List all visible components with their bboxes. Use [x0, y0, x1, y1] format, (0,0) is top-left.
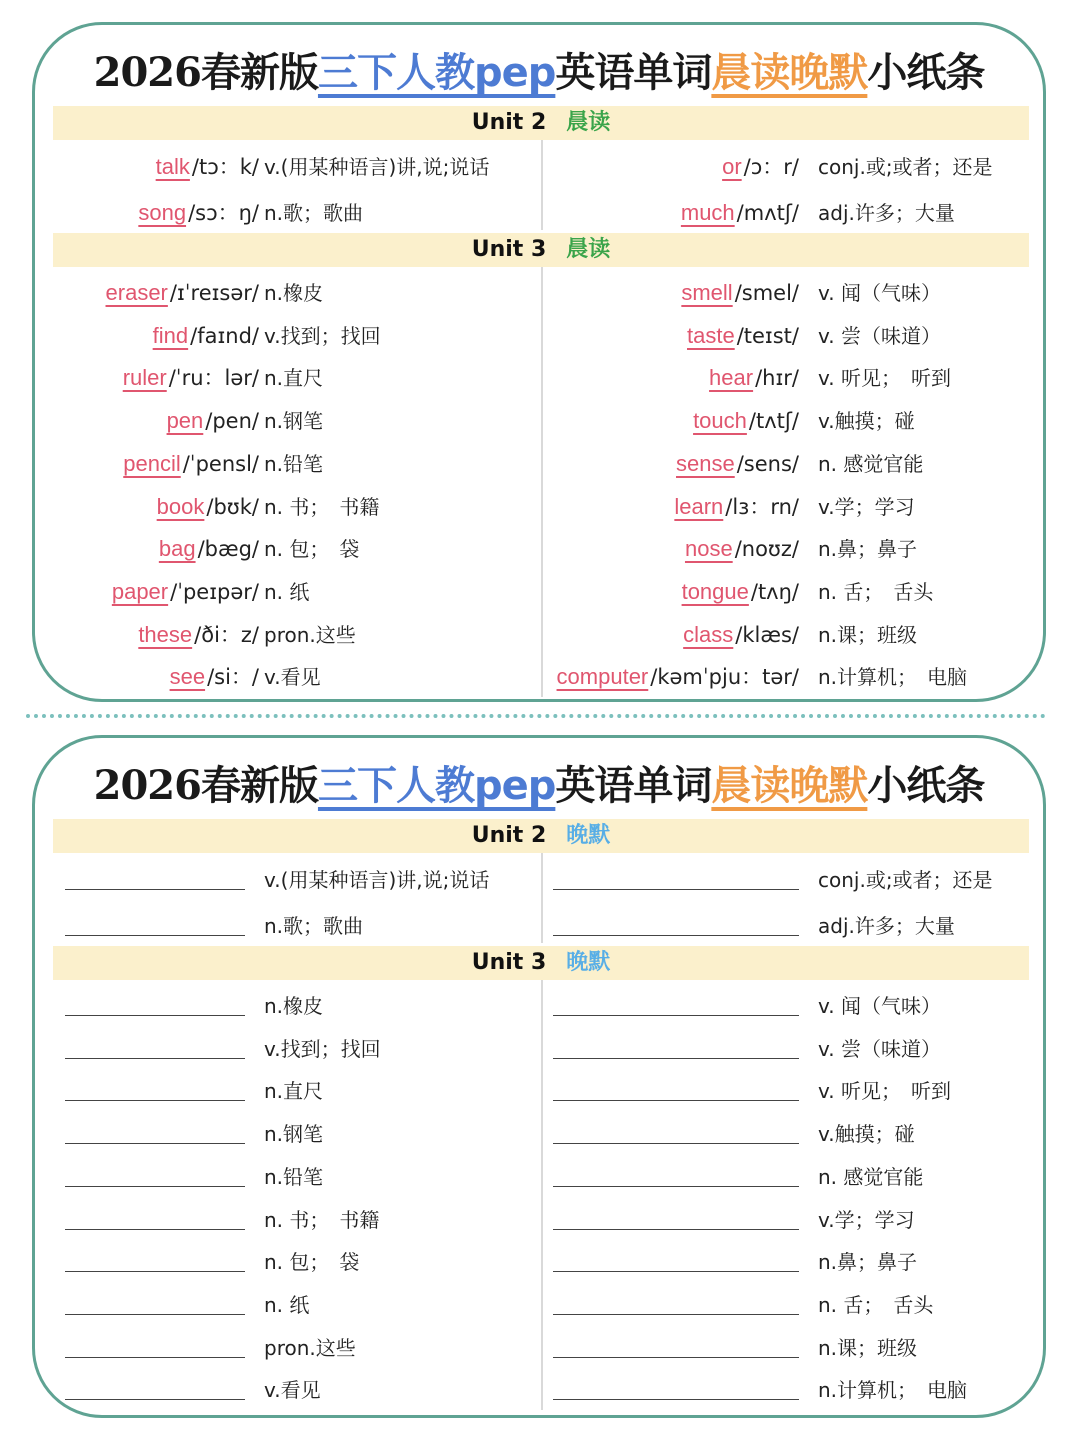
- word-cell: [159, 529, 259, 569]
- word-cell: [681, 193, 799, 233]
- answer-blank[interactable]: [65, 889, 245, 890]
- word-cell: [683, 615, 799, 655]
- chinese-meaning: adj.许多；大量: [818, 914, 955, 938]
- chinese-meaning: n.鼻；鼻子: [818, 537, 918, 562]
- unit-2-header: [53, 819, 1029, 853]
- vocab-row: [543, 657, 1031, 697]
- chinese-meaning: n. 感觉官能: [818, 451, 924, 476]
- vocab-row: [543, 358, 1031, 398]
- answer-blank[interactable]: [65, 1399, 245, 1400]
- word-cell: [681, 273, 799, 313]
- word-cell: [557, 657, 799, 697]
- english-word: these: [138, 621, 193, 647]
- dictation-row: [543, 1328, 1031, 1368]
- title-textbook: 三下人教pep: [317, 50, 556, 96]
- dictation-row: [543, 1200, 1031, 1240]
- dictation-row: [543, 906, 1031, 946]
- english-word: class: [683, 621, 734, 647]
- chinese-meaning: n. 包； 袋: [264, 1250, 360, 1275]
- chinese-meaning: v.(用某种语言)讲,说;说话: [264, 868, 490, 892]
- phonetic: /klæs/: [735, 622, 799, 647]
- answer-blank[interactable]: [553, 1399, 799, 1400]
- english-word: eraser: [105, 280, 168, 305]
- page-title: [35, 754, 1043, 818]
- chinese-meaning: n. 书； 书籍: [264, 1207, 380, 1232]
- phonetic: /ˈru：lər/: [168, 366, 259, 391]
- word-cell: [106, 273, 259, 313]
- chinese-meaning: n. 书； 书籍: [264, 494, 380, 519]
- dictation-row: [53, 860, 541, 900]
- title-suffix: 小纸条: [867, 763, 985, 809]
- chinese-meaning: n.歌；歌曲: [264, 201, 364, 225]
- chinese-meaning: v.看见: [264, 665, 321, 690]
- phonetic: /tɔ：k/: [191, 155, 259, 179]
- dictation-row: [53, 1071, 541, 1111]
- chinese-meaning: v.找到；找回: [264, 323, 381, 348]
- vocab-row: [543, 529, 1031, 569]
- answer-blank[interactable]: [65, 1357, 245, 1358]
- answer-blank[interactable]: [553, 1314, 799, 1315]
- answer-blank[interactable]: [553, 889, 799, 890]
- unit-2-header: [53, 106, 1029, 140]
- unit-tag: 晨读: [566, 110, 611, 135]
- word-cell: [676, 444, 799, 484]
- vocab-row: [53, 657, 541, 697]
- chinese-meaning: adj.许多；大量: [818, 201, 955, 225]
- title-mode: 晨读晚默: [711, 50, 868, 96]
- english-word: taste: [687, 322, 735, 348]
- answer-blank[interactable]: [553, 1143, 799, 1144]
- unit-label: Unit 2: [471, 823, 547, 848]
- vocab-row: [53, 358, 541, 398]
- vocab-row: [543, 193, 1031, 233]
- dictation-row: [53, 1285, 541, 1325]
- vocab-row: [53, 444, 541, 484]
- english-word: see: [169, 664, 206, 690]
- page-title: [35, 41, 1043, 105]
- phonetic: /ɔ：r/: [743, 155, 799, 179]
- chinese-meaning: n.直尺: [264, 366, 324, 391]
- answer-blank[interactable]: [553, 1015, 799, 1016]
- chinese-meaning: n.歌；歌曲: [264, 914, 364, 938]
- phonetic: /hɪr/: [755, 366, 799, 391]
- phonetic: /si：/: [207, 665, 259, 690]
- english-word: touch: [693, 408, 747, 434]
- dictation-row: [53, 1242, 541, 1282]
- vocab-row: [53, 273, 541, 313]
- english-word: or: [722, 154, 742, 179]
- phonetic: /sens/: [736, 451, 799, 476]
- phonetic: /teɪst/: [736, 323, 799, 348]
- chinese-meaning: n.计算机； 电脑: [818, 1378, 968, 1403]
- chinese-meaning: n.直尺: [264, 1079, 324, 1104]
- vocab-row: [53, 529, 541, 569]
- word-cell: [157, 487, 259, 527]
- chinese-meaning: conj.或;或者；还是: [818, 868, 993, 892]
- english-word: hear: [709, 365, 754, 391]
- dictation-row: [53, 1029, 541, 1069]
- vocab-row: [543, 444, 1031, 484]
- unit-label: Unit 3: [471, 950, 547, 975]
- title-subject: 英语单词: [555, 50, 712, 96]
- answer-blank[interactable]: [553, 1058, 799, 1059]
- vocab-row: [53, 615, 541, 655]
- morning-reading-card: [32, 22, 1046, 702]
- phonetic: /bʊk/: [206, 494, 259, 519]
- chinese-meaning: v.触摸；碰: [818, 409, 915, 434]
- chinese-meaning: v. 尝（味道）: [818, 1036, 941, 1061]
- answer-blank[interactable]: [553, 935, 799, 936]
- answer-blank[interactable]: [553, 1357, 799, 1358]
- chinese-meaning: v.学；学习: [818, 1207, 915, 1232]
- dictation-row: [543, 1114, 1031, 1154]
- unit-3-header: [53, 233, 1029, 267]
- dictation-row: [53, 986, 541, 1026]
- answer-blank[interactable]: [65, 1143, 245, 1144]
- vocab-row: [53, 572, 541, 612]
- chinese-meaning: n.钢笔: [264, 1122, 324, 1147]
- vocab-row: [53, 193, 541, 233]
- dictation-row: [53, 1157, 541, 1197]
- vocab-row: [53, 401, 541, 441]
- chinese-meaning: v. 闻（气味）: [818, 281, 941, 305]
- vocab-row: [543, 572, 1031, 612]
- answer-blank[interactable]: [65, 1271, 245, 1272]
- title-year-edition: 2026春新版: [93, 762, 318, 809]
- chinese-meaning: n.钢笔: [264, 409, 324, 434]
- phonetic: /sɔ：ŋ/: [188, 201, 259, 225]
- answer-blank[interactable]: [65, 1229, 245, 1230]
- chinese-meaning: n.橡皮: [264, 281, 324, 305]
- word-cell: [138, 615, 259, 655]
- phonetic: /noʊz/: [734, 537, 799, 562]
- dictation-row: [53, 906, 541, 946]
- answer-blank[interactable]: [65, 1058, 245, 1059]
- english-word: paper: [111, 578, 169, 604]
- phonetic: /ɪˈreɪsər/: [169, 281, 259, 305]
- english-word: nose: [684, 536, 733, 562]
- title-year-edition: 2026春新版: [93, 49, 318, 96]
- chinese-meaning: n.课；班级: [818, 622, 918, 647]
- unit-3-header: [53, 946, 1029, 980]
- unit-label: Unit 3: [471, 237, 547, 262]
- chinese-meaning: v.(用某种语言)讲,说;说话: [264, 155, 490, 179]
- dictation-row: [53, 1114, 541, 1154]
- dictation-row: [543, 1242, 1031, 1282]
- phonetic: /tʌŋ/: [750, 579, 799, 604]
- chinese-meaning: v.触摸；碰: [818, 1122, 915, 1147]
- english-word: ruler: [122, 365, 167, 391]
- chinese-meaning: n. 纸: [264, 1292, 310, 1317]
- english-word: learn: [674, 493, 724, 519]
- word-cell: [674, 487, 799, 527]
- chinese-meaning: n.铅笔: [264, 1164, 324, 1189]
- dictation-row: [543, 1370, 1031, 1410]
- chinese-meaning: v. 尝（味道）: [818, 323, 941, 348]
- phonetic: /tʌtʃ/: [748, 409, 799, 434]
- answer-blank[interactable]: [65, 1015, 245, 1016]
- chinese-meaning: n.橡皮: [264, 994, 324, 1018]
- dictation-row: [53, 1328, 541, 1368]
- chinese-meaning: v.学；学习: [818, 494, 915, 519]
- word-cell: [167, 401, 259, 441]
- chinese-meaning: v.看见: [264, 1378, 321, 1403]
- english-word: find: [152, 322, 189, 348]
- chinese-meaning: n.计算机； 电脑: [818, 665, 968, 690]
- dictation-row: [543, 986, 1031, 1026]
- phonetic: /ˈpensl/: [182, 451, 259, 476]
- vocab-row: [543, 401, 1031, 441]
- answer-blank[interactable]: [553, 1229, 799, 1230]
- unit-tag: 晨读: [566, 237, 611, 262]
- chinese-meaning: conj.或;或者；还是: [818, 155, 993, 179]
- vocab-row: [543, 147, 1031, 187]
- dictation-row: [543, 1071, 1031, 1111]
- chinese-meaning: n.铅笔: [264, 451, 324, 476]
- title-subject: 英语单词: [555, 763, 712, 809]
- chinese-meaning: n.课；班级: [818, 1335, 918, 1360]
- chinese-meaning: pron.这些: [264, 1335, 356, 1360]
- vocab-row: [53, 147, 541, 187]
- phonetic: /ˈpeɪpər/: [170, 579, 259, 604]
- english-word: talk: [155, 154, 190, 179]
- word-cell: [123, 444, 259, 484]
- word-cell: [687, 316, 799, 356]
- chinese-meaning: v. 听见； 听到: [818, 1079, 951, 1104]
- english-word: pencil: [123, 450, 181, 476]
- word-cell: [138, 193, 259, 233]
- unit-label: Unit 2: [471, 110, 547, 135]
- phonetic: /pen/: [205, 409, 259, 434]
- word-cell: [685, 529, 799, 569]
- vocab-row: [53, 316, 541, 356]
- phonetic: /bæg/: [197, 537, 259, 562]
- phonetic: /lɜ：rn/: [725, 494, 799, 519]
- english-word: much: [680, 200, 735, 225]
- vocab-row: [543, 273, 1031, 313]
- chinese-meaning: n. 舌； 舌头: [818, 1292, 934, 1317]
- english-word: sense: [676, 450, 735, 476]
- word-cell: [123, 358, 259, 398]
- english-word: bag: [158, 536, 196, 562]
- phonetic: /kəmˈpju：tər/: [650, 665, 799, 690]
- evening-dictation-card: [32, 735, 1046, 1418]
- chinese-meaning: n. 舌； 舌头: [818, 579, 934, 604]
- dictation-row: [53, 1200, 541, 1240]
- phonetic: /faɪnd/: [190, 323, 259, 348]
- vocab-row: [543, 615, 1031, 655]
- answer-blank[interactable]: [65, 1314, 245, 1315]
- vocab-row: [543, 487, 1031, 527]
- answer-blank[interactable]: [65, 1186, 245, 1187]
- vocab-row: [53, 487, 541, 527]
- unit-tag: 晚默: [566, 823, 611, 848]
- word-cell: [170, 657, 259, 697]
- answer-blank[interactable]: [65, 1100, 245, 1101]
- chinese-meaning: v. 听见； 听到: [818, 366, 951, 391]
- chinese-meaning: v.找到；找回: [264, 1036, 381, 1061]
- title-suffix: 小纸条: [867, 50, 985, 96]
- dictation-row: [543, 1285, 1031, 1325]
- word-cell: [156, 147, 259, 187]
- english-word: smell: [681, 280, 733, 305]
- dictation-row: [543, 1157, 1031, 1197]
- phonetic: /smel/: [734, 281, 799, 305]
- title-mode: 晨读晚默: [711, 763, 868, 809]
- chinese-meaning: n. 纸: [264, 579, 310, 604]
- english-word: computer: [556, 664, 649, 690]
- word-cell: [682, 572, 799, 612]
- english-word: pen: [166, 408, 204, 434]
- english-word: tongue: [681, 578, 749, 604]
- dictation-row: [53, 1370, 541, 1410]
- unit-tag: 晚默: [566, 950, 611, 975]
- title-textbook: 三下人教pep: [317, 763, 556, 809]
- word-cell: [722, 147, 799, 187]
- english-word: book: [156, 493, 205, 519]
- vocab-row: [543, 316, 1031, 356]
- word-cell: [112, 572, 259, 612]
- answer-blank[interactable]: [553, 1186, 799, 1187]
- phonetic: /ði：z/: [194, 622, 259, 647]
- chinese-meaning: pron.这些: [264, 622, 356, 647]
- dictation-row: [543, 860, 1031, 900]
- answer-blank[interactable]: [553, 1100, 799, 1101]
- chinese-meaning: n.鼻；鼻子: [818, 1250, 918, 1275]
- english-word: song: [138, 200, 187, 225]
- chinese-meaning: v. 闻（气味）: [818, 994, 941, 1018]
- word-cell: [709, 358, 799, 398]
- phonetic: /mʌtʃ/: [736, 201, 799, 225]
- word-cell: [693, 401, 799, 441]
- word-cell: [153, 316, 259, 356]
- cut-line: [26, 714, 1046, 718]
- answer-blank[interactable]: [65, 935, 245, 936]
- chinese-meaning: n. 包； 袋: [264, 537, 360, 562]
- chinese-meaning: n. 感觉官能: [818, 1164, 924, 1189]
- answer-blank[interactable]: [553, 1271, 799, 1272]
- dictation-row: [543, 1029, 1031, 1069]
